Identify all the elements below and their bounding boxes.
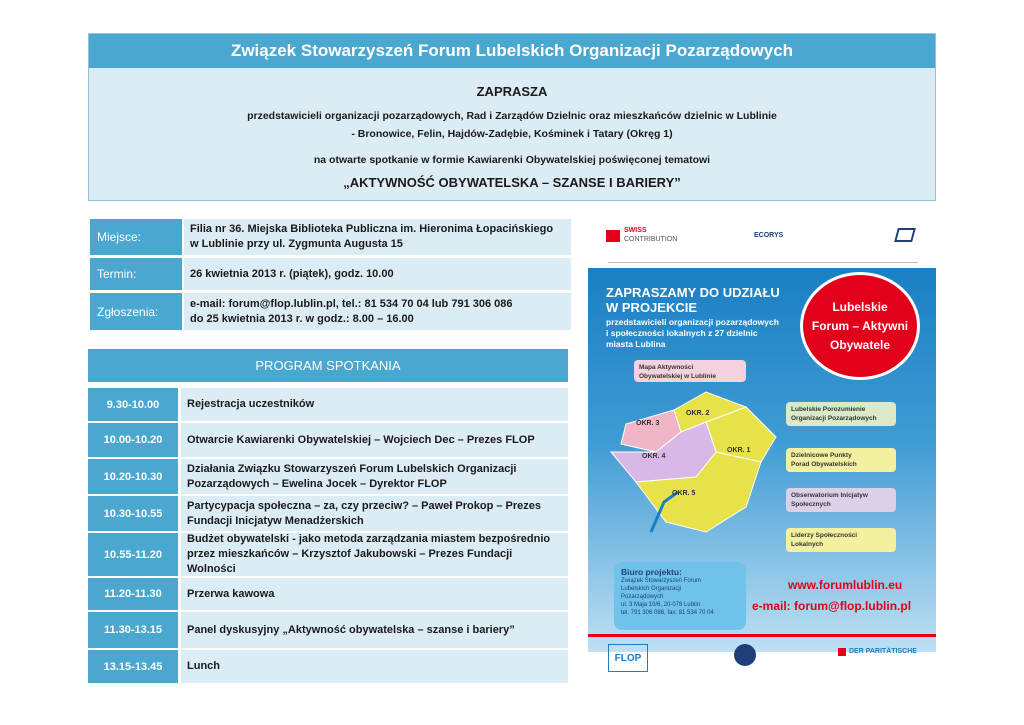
project-name-line-2: Forum – Aktywni bbox=[811, 318, 909, 333]
district-label-4: OKR. 4 bbox=[642, 453, 666, 460]
side-box-3-line-1: Obserwatorium Inicjatyw bbox=[791, 492, 868, 499]
poster-invite-line-5: miasta Lublina bbox=[606, 339, 666, 349]
side-box-4 bbox=[786, 528, 896, 552]
project-name-line-3: Obywatele bbox=[829, 337, 891, 352]
divider bbox=[608, 262, 918, 263]
side-box-3 bbox=[786, 488, 896, 512]
program-item bbox=[181, 496, 568, 531]
poster-email: e-mail: forum@flop.lublin.pl bbox=[752, 599, 912, 613]
district-label-1: OKR. 1 bbox=[727, 447, 751, 454]
signup-value bbox=[184, 293, 571, 330]
side-box-3-line-2: Społecznych bbox=[791, 501, 831, 508]
poster-website: www.forumlublin.eu bbox=[788, 578, 903, 592]
place-value bbox=[184, 219, 571, 255]
signup-contact: e-mail: forum@flop.lublin.pl, tel.: 81 534 70 04 lub 791 306 086 bbox=[190, 297, 513, 310]
project-name-line-1: Lubelskie bbox=[832, 299, 888, 314]
map-label-line-2: Obywatelskiej w Lublinie bbox=[639, 373, 716, 380]
place-label: Miejsce: bbox=[90, 219, 182, 255]
paritatische-logo: DER PARITÄTISCHE bbox=[849, 648, 917, 655]
program-item bbox=[181, 578, 568, 610]
poster-invite-line-1: ZAPRASZAMY DO UDZIAŁU bbox=[606, 285, 780, 300]
paritatische-icon bbox=[838, 648, 846, 656]
program-time: 10.00-10.20 bbox=[88, 423, 178, 457]
header-title: Związek Stowarzyszeń Forum Lubelskich Organizacji Pozarządowych bbox=[89, 34, 935, 68]
poster-invite-line-3: przedstawicieli organizacji pozarządowych bbox=[606, 317, 779, 327]
office-line-4: ul. 3 Maja 10/6, 20-078 Lublin bbox=[621, 602, 701, 608]
side-box-1-line-1: Lubelskie Porozumienie bbox=[791, 406, 866, 413]
program-item bbox=[181, 388, 568, 421]
invitation-header bbox=[88, 33, 936, 201]
audience-line-1: przedstawicieli organizacji pozarządowych, Rad i Zarządów Dzielnic oraz mieszkańców dzielnic w Lublinie bbox=[247, 110, 777, 122]
meeting-topic: „AKTYWNOŚĆ OBYWATELSKA – SZANSE I BARIERY” bbox=[343, 175, 681, 190]
district-label-3: OKR. 3 bbox=[636, 420, 660, 427]
district-map bbox=[596, 382, 786, 542]
side-box-1-line-2: Organizacji Pozarządowych bbox=[791, 415, 877, 422]
program-item bbox=[181, 459, 568, 494]
project-poster bbox=[588, 212, 936, 681]
date-value: 26 kwietnia 2013 r. (piątek), godz. 10.00 bbox=[184, 258, 571, 290]
side-box-4-line-1: Liderzy Społeczności bbox=[791, 532, 858, 539]
side-box-1 bbox=[786, 402, 896, 426]
swiss-flag-icon bbox=[606, 230, 620, 242]
program-item-text: przez mieszkańców – Krzysztof Jakubowski – Prezes Fundacji bbox=[187, 548, 513, 560]
side-box-2-line-1: Dzielnicowe Punkty bbox=[791, 452, 852, 459]
program-title: PROGRAM SPOTKANIA bbox=[88, 349, 568, 382]
program-time: 10.20-10.30 bbox=[88, 459, 178, 494]
program-time: 11.20-11.30 bbox=[88, 578, 178, 610]
office-line-5: tel. 791 306 086, fax: 81 534 70 04 bbox=[621, 610, 714, 616]
office-line-1: Związek Stowarzyszeń Forum bbox=[621, 578, 702, 584]
program-item-text: Rejestracja uczestników bbox=[187, 398, 315, 410]
program-time: 10.55-11.20 bbox=[88, 533, 178, 576]
map-label-box bbox=[634, 360, 746, 382]
program-item-text: Fundacji Inicjatyw Menadżerskich bbox=[187, 514, 364, 527]
flop-logo: FLOP bbox=[608, 644, 648, 672]
program-item-text: Przerwa kawowa bbox=[187, 587, 275, 600]
ecorys-logo: ECORYS bbox=[754, 232, 784, 239]
side-box-4-line-2: Lokalnych bbox=[791, 541, 824, 548]
place-line-1: Filia nr 36. Miejska Biblioteka Publiczna im. Hieronima Łopacińskiego bbox=[190, 223, 554, 235]
program-item bbox=[181, 612, 568, 648]
office-line-3: Pozarządowych bbox=[621, 594, 664, 600]
program-item bbox=[181, 423, 568, 457]
program-time: 9.30-10.00 bbox=[88, 388, 178, 421]
program-item-text: Partycypacja społeczna – za, czy przeciw? – Paweł Prokop – Prezes bbox=[187, 499, 542, 512]
office-line-2: Lubelskich Organizacji bbox=[621, 586, 682, 592]
poster-invite-line-2: W PROJEKCIE bbox=[606, 300, 698, 315]
project-office-box bbox=[614, 562, 746, 630]
swiss-logo-sub: CONTRIBUTION bbox=[624, 236, 678, 243]
program-item-text: Pozarządowych – Ewelina Jocek – Dyrektor FLOP bbox=[187, 477, 447, 490]
invites-label: ZAPRASZA bbox=[476, 84, 548, 99]
project-name-circle bbox=[800, 272, 920, 380]
audience-line-2: - Bronowice, Felin, Hajdów-Zadębie, Kośminek i Tatary (Okręg 1) bbox=[351, 128, 673, 140]
partner-logo-icon bbox=[894, 228, 916, 242]
eu-flag-icon bbox=[734, 644, 756, 666]
map-label-line-1: Mapa Aktywności bbox=[639, 364, 694, 371]
signup-label: Zgłoszenia: bbox=[90, 293, 182, 330]
program-item-text: Wolności bbox=[187, 563, 236, 575]
program-item-text: Działania Związku Stowarzyszeń Forum Lubelskich Organizacji bbox=[187, 462, 517, 475]
program-item bbox=[181, 650, 568, 683]
meeting-format: na otwarte spotkanie w formie Kawiarenki Obywatelskiej poświęconej tematowi bbox=[313, 154, 711, 166]
program-time: 13.15-13.45 bbox=[88, 650, 178, 683]
poster-invite-line-4: i społeczności lokalnych z 27 dzielnic bbox=[606, 328, 758, 338]
side-box-2 bbox=[786, 448, 896, 472]
district-label-2: OKR. 2 bbox=[686, 410, 710, 417]
program-time: 10.30-10.55 bbox=[88, 496, 178, 531]
program-item bbox=[181, 533, 568, 576]
poster-divider bbox=[588, 634, 936, 637]
program-time: 11.30-13.15 bbox=[88, 612, 178, 648]
side-box-2-line-2: Porad Obywatelskich bbox=[791, 461, 857, 468]
signup-deadline: do 25 kwietnia 2013 r. w godz.: 8.00 – 16.00 bbox=[190, 312, 414, 325]
office-title: Biuro projektu: bbox=[621, 567, 682, 577]
program-item-text: Budżet obywatelski - jako metoda zarządzania miastem bezpośrednio bbox=[187, 533, 551, 545]
program-item-text: Panel dyskusyjny „Aktywność obywatelska – szanse i bariery” bbox=[187, 623, 515, 636]
program-item-text: Lunch bbox=[187, 660, 220, 672]
district-label-5: OKR. 5 bbox=[672, 490, 696, 497]
place-line-2: w Lublinie przy ul. Zygmunta Augusta 15 bbox=[190, 238, 403, 250]
date-label: Termin: bbox=[90, 258, 182, 290]
swiss-logo-text: SWISS bbox=[624, 227, 647, 234]
program-item-text: Otwarcie Kawiarenki Obywatelskiej – Wojciech Dec – Prezes FLOP bbox=[187, 433, 535, 446]
